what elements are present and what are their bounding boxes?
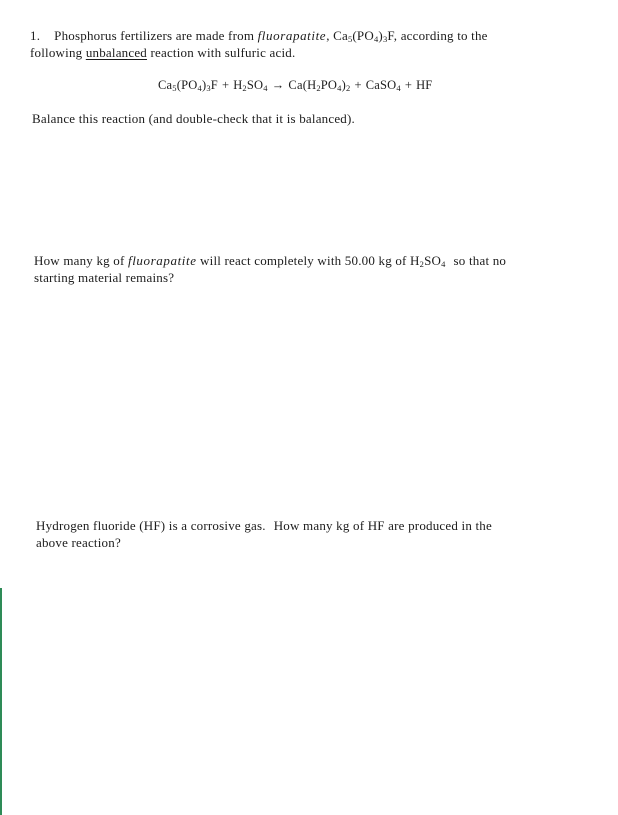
- reactant-sulfuric-acid: $H_2SO_4$: [233, 78, 268, 93]
- mineral-name: fluorapatite: [257, 28, 327, 43]
- plus-sign: +: [221, 78, 230, 92]
- chemical-equation: [158, 77, 432, 94]
- question-number: 1.: [30, 28, 41, 43]
- part-b-prompt: [34, 252, 506, 286]
- part-c-line-2: above reaction?: [36, 535, 121, 550]
- plus-sign: +: [354, 78, 362, 92]
- fluorapatite-formula: $Ca_5(PO_4)_3F$,: [333, 28, 398, 44]
- unbalanced-word: unbalanced: [85, 45, 148, 60]
- part-c-prompt: [36, 517, 492, 551]
- intro-line2-end: reaction with sulfuric acid.: [150, 45, 296, 60]
- question-1-line-1: 1. Phosphorus fertilizers are made from fluorapatite, $Ca_5(PO_4)_3F$, according to the: [30, 28, 488, 44]
- question-1-intro: [30, 27, 575, 61]
- intro-text-part2: according to the: [400, 28, 488, 43]
- scan-edge-mark: [0, 588, 2, 815]
- part-b-line-2: starting material remains?: [34, 270, 175, 285]
- plus-sign: +: [404, 78, 413, 92]
- product-calcium-dihydrogen-phosphate: $Ca(H_2PO_4)_2$: [288, 78, 351, 93]
- mineral-name: fluorapatite: [128, 253, 197, 268]
- reactant-fluorapatite: $Ca_5(PO_4)_3F$: [158, 78, 218, 93]
- part-b-line-1: How many kg of fluorapatite will react completely with 50.00 kg of $H_2SO_4$ so that no: [34, 253, 507, 269]
- intro-text-part1: Phosphorus fertilizers are made from: [54, 28, 255, 43]
- question-1-line-2: [30, 44, 575, 61]
- part-a-prompt: Balance this reaction (and double-check that it is balanced).: [32, 111, 355, 126]
- product-hydrogen-fluoride: HF: [416, 78, 433, 92]
- part-c-line-1: Hydrogen fluoride (HF) is a corrosive gas. How many kg of HF are produced in the: [36, 518, 492, 533]
- intro-line2-start: following: [30, 45, 83, 60]
- product-calcium-sulfate: CaSO$_4$: [365, 78, 401, 93]
- reaction-arrow: →: [271, 78, 285, 92]
